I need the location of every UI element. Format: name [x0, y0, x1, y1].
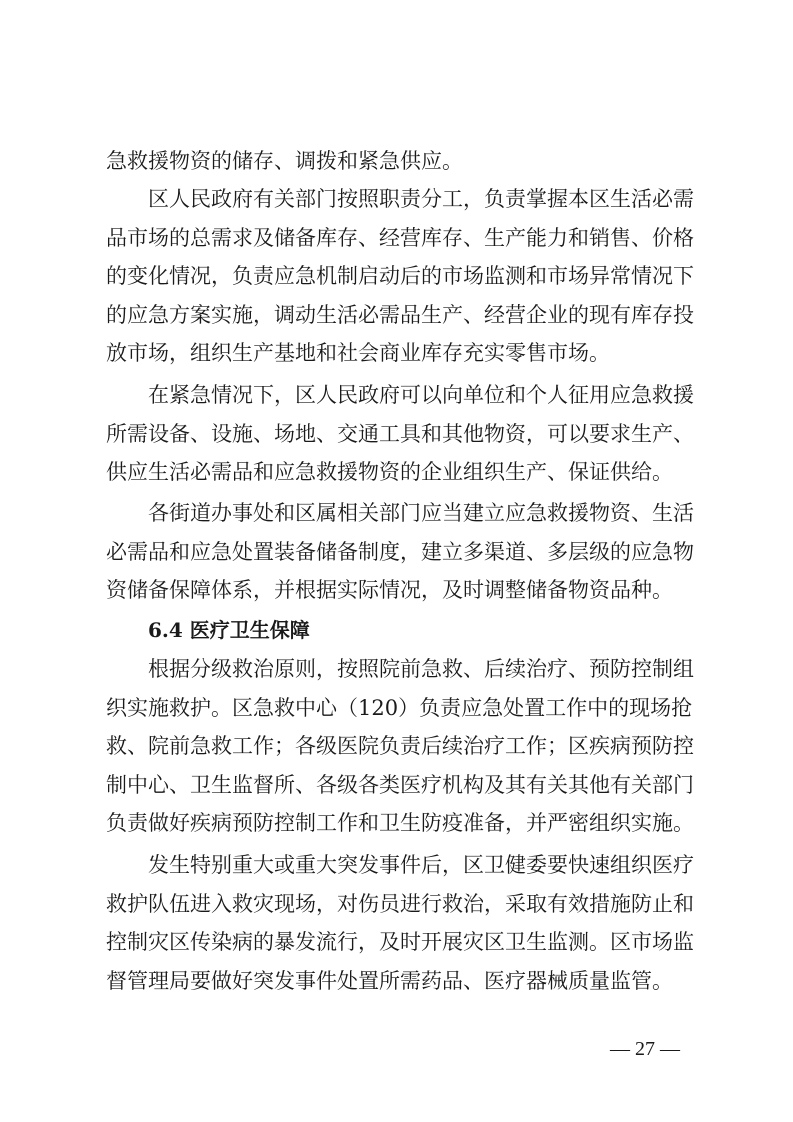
page-number: — 27 —	[610, 1038, 680, 1060]
text-line: 供应生活必需品和应急救援物资的企业组织生产、保证供给。	[106, 460, 673, 484]
text-line: 必需品和应急处置装备储备制度，建立多渠道、多层级的应急物	[106, 540, 694, 564]
text-line: 制中心、卫生监督所、各级各类医疗机构及其有关其他有关部门	[106, 773, 694, 797]
text-line: 在紧急情况下，区人民政府可以向单位和个人征用应急救援	[148, 383, 694, 407]
text-line: 放市场，组织生产基地和社会商业库存充实零售市场。	[106, 341, 610, 365]
text-line: 品市场的总需求及储备库存、经营库存、生产能力和销售、价格	[106, 226, 694, 250]
text-line: 的变化情况，负责应急机制启动后的市场监测和市场异常情况下	[106, 264, 694, 288]
text-line: 发生特别重大或重大突发事件后，区卫健委要快速组织医疗	[148, 853, 694, 877]
text-line: 资储备保障体系，并根据实际情况，及时调整储备物资品种。	[106, 578, 673, 602]
text-line: 的应急方案实施，调动生活必需品生产、经营企业的现有库存投	[106, 303, 694, 327]
text-line: 急救援物资的储存、调拨和紧急供应。	[106, 149, 463, 173]
text-line: 控制灾区传染病的暴发流行，及时开展灾区卫生监测。区市场监	[106, 930, 694, 954]
text-line: 负责做好疾病预防控制工作和卫生防疫准备，并严密组织实施。	[106, 811, 694, 835]
section-heading: 6.4 医疗卫生保障	[148, 618, 310, 642]
text-line: 救护队伍进入救灾现场，对伤员进行救治，采取有效措施防止和	[106, 892, 694, 916]
text-line: 区人民政府有关部门按照职责分工，负责掌握本区生活必需	[148, 187, 694, 211]
text-line: 根据分级救治原则，按照院前急救、后续治疗、预防控制组	[148, 657, 694, 681]
text-line: 所需设备、设施、场地、交通工具和其他物资，可以要求生产、	[106, 422, 694, 446]
text-line: 织实施救护。区急救中心（120）负责应急处置工作中的现场抢	[106, 696, 693, 720]
text-line: 督管理局要做好突发事件处置所需药品、医疗器械质量监管。	[106, 969, 673, 993]
text-line: 救、院前急救工作；各级医院负责后续治疗工作；区疾病预防控	[106, 734, 694, 758]
text-line: 各街道办事处和区属相关部门应当建立应急救援物资、生活	[148, 501, 694, 525]
